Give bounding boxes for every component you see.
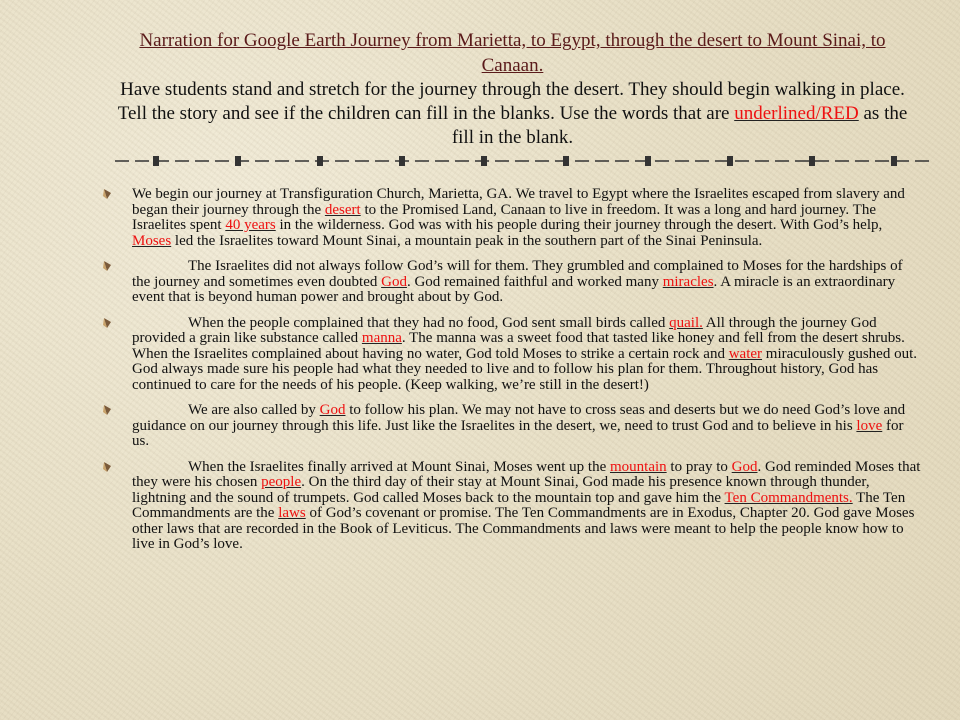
paragraph-text: When the people complained that they had no food, God sent small birds called: [188, 314, 670, 331]
paragraph-text: . On the third day of their stay at Mount Sinai, God made his presence known through thunder, lightning and the sound of trumpets. God called Moses back to the mountain top and gave him the: [132, 474, 870, 506]
bullet-icon: [101, 317, 113, 329]
paragraph-text: to pray to: [666, 458, 732, 475]
paragraph-text: . A miracle is an extraordinary event that is beyond human power and brought about by God.: [132, 273, 896, 305]
paragraph-text: in the wilderness. God was with his people during their journey through the desert. With God’s help,: [275, 217, 883, 233]
paragraph-text: miraculously gushed out. God always made sure his people had what they needed to live and to follow his plan for them. Throughout history, God has continued to care for the needs of his people. (Keep walking, we’re still in the desert!): [132, 345, 918, 393]
fill-in-word: Moses: [132, 232, 172, 249]
intro-text: Have students stand and stretch for the journey through the desert. They should begin walking in place. Tell the story and see if the children can fill in the blanks. Use the words that are: [117, 79, 905, 124]
bullet-icon: [101, 461, 113, 473]
fill-in-word: God: [381, 273, 407, 290]
decorative-divider: [115, 154, 930, 168]
paragraph-text: All through the journey God provided a grain like substance called: [132, 314, 877, 346]
paragraph-text: to follow his plan. We may not have to cross seas and deserts but we do need God’s love and guidance on our journey through this life. Just like the Israelites in the desert, we, need to trust God and to believe in his: [132, 402, 906, 434]
fill-in-word: quail.: [669, 314, 703, 331]
fill-in-word: people: [261, 474, 302, 490]
paragraph-text: . The manna was a sweet food that tasted like honey and fell from the desert shrubs. When the Israelites complained about having no water, God told Moses to strike a certain rock and: [132, 330, 905, 362]
bullet-icon: [101, 188, 113, 200]
fill-in-word: desert: [324, 201, 361, 218]
narration-paragraph: [101, 187, 923, 249]
paragraph-text: . God remained faithful and worked many: [406, 273, 663, 290]
paragraph-text: The Israelites did not always follow God’s will for them. They grumbled and complained to Moses for the hardships of the journey and sometimes even doubted: [132, 258, 903, 290]
paragraph-text: We are also called by: [188, 402, 320, 418]
paragraph-text: for us.: [132, 417, 904, 449]
fill-in-word: laws: [278, 505, 306, 521]
paragraph-text: When the Israelites finally arrived at Mount Sinai, Moses went up the: [188, 458, 610, 475]
page-title: Narration for Google Earth Journey from Marietta, to Egypt, through the desert to Mount Sinai, to Canaan.: [139, 30, 886, 76]
fill-in-word: love: [856, 417, 883, 434]
fill-in-word: God: [319, 402, 346, 418]
paragraph-text: The Ten Commandments are the: [132, 489, 906, 521]
paragraph-text: led the Israelites toward Mount Sinai, a mountain peak in the southern part of the Sinai Peninsula.: [171, 232, 763, 249]
paragraph-text: to the Promised Land, Canaan to live in freedom. It was a long and hard journey. The Israelites spent: [132, 201, 876, 233]
bullet-icon: [101, 260, 113, 272]
narration-paragraph: [101, 259, 923, 306]
bullet-icon: [101, 404, 113, 416]
intro-text-end: as the fill in the blank.: [451, 103, 908, 148]
paragraph-text: We begin our journey at Transfiguration Church, Marietta, GA. We travel to Egypt where the Israelites escaped from slavery and began their journey through the: [132, 186, 905, 218]
fill-in-word: miracles: [662, 273, 714, 290]
fill-in-word: mountain: [609, 458, 667, 475]
narration-paragraph: [101, 403, 923, 450]
narration-list: [101, 187, 923, 563]
narration-paragraph: [101, 460, 923, 553]
narration-paragraph: [101, 316, 923, 394]
fill-in-word: manna: [361, 330, 402, 346]
paragraph-text: . God reminded Moses that they were his chosen: [132, 458, 921, 490]
paragraph-text: of God’s covenant or promise. The Ten Commandments are in Exodus, Chapter 20. God gave Moses other laws that are recorded in the Book of Leviticus. The Commandments and laws were meant to help the people know how to live in God’s love.: [132, 505, 915, 552]
fill-word-legend: underlined/RED: [734, 103, 859, 124]
fill-in-word: God: [731, 458, 758, 475]
intro-instructions: [110, 78, 915, 150]
fill-in-word: Ten Commandments.: [724, 489, 853, 506]
fill-in-word: water: [728, 345, 763, 362]
fill-in-word: 40 years: [225, 217, 276, 233]
